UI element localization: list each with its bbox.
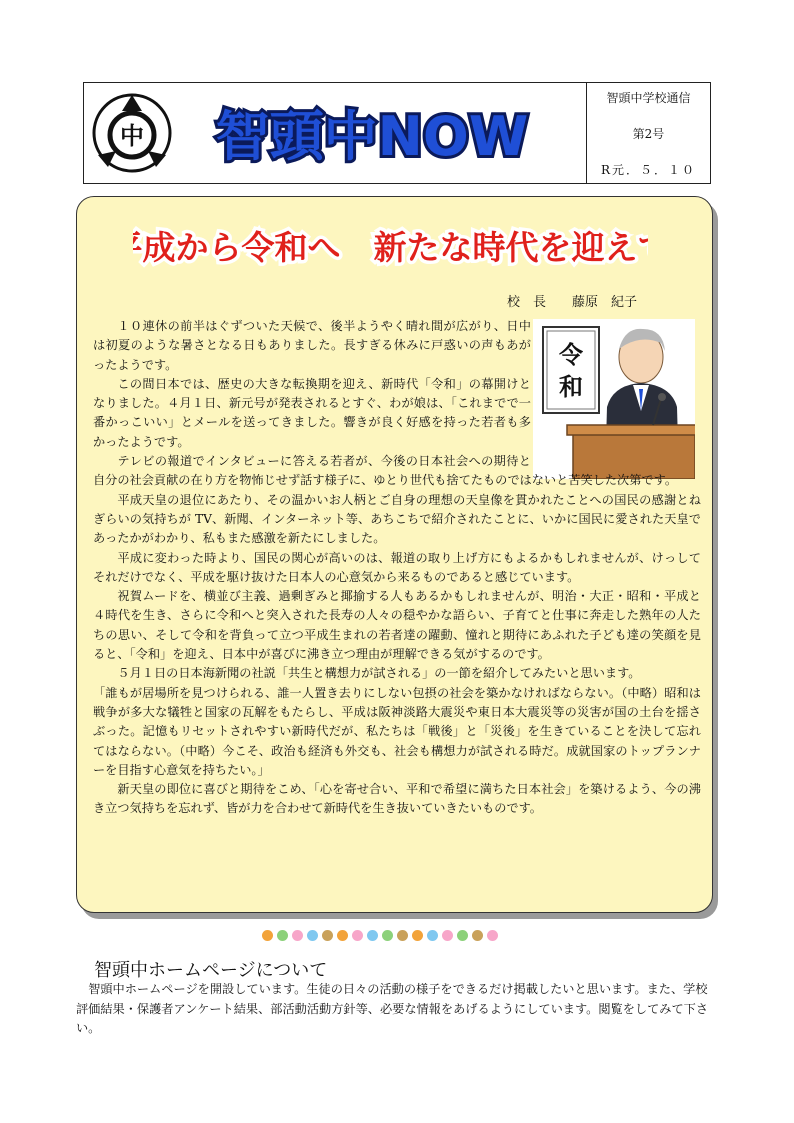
decorative-dot — [412, 930, 423, 941]
emblem-char: 中 — [120, 122, 144, 150]
newsletter-header — [83, 82, 711, 184]
school-newsletter-name: 智頭中学校通信 — [606, 91, 691, 105]
article-headline — [133, 219, 648, 271]
headline-text: 平成から令和へ 新たな時代を迎えて — [133, 228, 648, 267]
sign-char-1: 令 — [559, 340, 583, 369]
article-paragraph: 平成天皇の退位にあたり、その温かいお人柄とご自身の理想の天皇像を貫かれたことへの国民の感謝とねぎらいの気持ちが TV、新聞、インターネット等、あちこちで紹介されたことに、いかに国民に愛された天皇であったかがわかり、私もまた感激を新たにしました。 — [93, 492, 701, 546]
homepage-section-body — [76, 980, 716, 1039]
decorative-dot — [322, 930, 333, 941]
issue-date: R元．５．１０ — [600, 163, 697, 177]
issue-info — [586, 83, 710, 183]
decorative-dot — [367, 930, 378, 941]
decorative-dot — [487, 930, 498, 941]
decorative-dot — [382, 930, 393, 941]
article-body — [93, 317, 701, 819]
article-paragraph: テレビの報道でインタビューに答える若者が、今後の日本社会への期待と自分の社会貢献の在り方を物怖じせず話す様子に、ゆとり世代も捨てたものではないと苦笑した次第です。 — [93, 454, 678, 488]
newsletter-title — [200, 97, 545, 169]
decorative-dot — [292, 930, 303, 941]
decorative-dot — [277, 930, 288, 941]
decorative-dot — [397, 930, 408, 941]
homepage-text: 智頭中ホームページを開設しています。生徒の日々の活動の様子をできるだけ掲載したいと思います。また、学校評価結果・保護者アンケート結果、部活動活動方針等、必要な情報をあげるようにしています。閲覧をしてみて下さい。 — [76, 982, 709, 1035]
school-emblem-icon — [90, 91, 174, 175]
article-paragraph: １０連休の前半はぐずついた天候で、後半ようやく晴れ間が広がり、日中は初夏のような暑さとなる日もありました。長すぎる休みに戸惑いの声もあがったようです。 — [93, 319, 531, 372]
article-paragraph: この間日本では、歴史の大きな転換期を迎え、新時代「令和」の幕開けとなりました。４月１日、新元号が発表されるとすぐ、わが娘は、「これまでで一番かっこいい」とメールを送ってきました。響きが良く好感を持った若者も多かったようです。 — [93, 376, 531, 449]
author-byline: 校 長 藤原 紀子 — [507, 295, 638, 310]
article-paragraph: 平成に変わった時より、国民の関心が高いのは、報道の取り上げ方にもよるかもしれませんが、けっしてそれだけでなく、平成を駆け抜けた日本人の心意気から来るものであると感じています。 — [93, 550, 701, 584]
decorative-dot — [262, 930, 273, 941]
decorative-dot — [352, 930, 363, 941]
decorative-dot — [427, 930, 438, 941]
article-panel — [76, 196, 713, 913]
decorative-dot — [442, 930, 453, 941]
article-paragraph: 新天皇の即位に喜びと期待をこめ、「心を寄せ合い、平和で希望に満ちた日本社会」を築けるよう、今の沸き立つ気持ちを忘れず、皆が力を合わせて新時代を生き抜いていきたいものです。 — [93, 782, 701, 816]
homepage-section-title: 智頭中ホームページについて — [94, 960, 328, 981]
decorative-dot — [472, 930, 483, 941]
article-paragraph: 祝賀ムードを、横並び主義、過剰ぎみと揶揄する人もあるかもしれませんが、明治・大正・昭和・平成と４時代を生き、さらに令和へと突入された長寿の人々の穏やかな語らい、子育てと仕事に奔走した熟年の人たちの思い、そして令和を背負って立つ平成生まれの若者達の躍動、憧れと期待にあふれた子ども達の笑顔を見ると、「令和」を迎え、日本中が喜びに沸き立つ理由が理解できる気がするのです。 — [93, 589, 701, 662]
title-text: 智頭中NOW — [215, 105, 529, 168]
article-paragraph: ５月１日の日本海新聞の社説「共生と構想力が試される」の一節を紹介してみたいと思います。 — [117, 666, 641, 681]
decorative-dots — [262, 930, 498, 944]
decorative-dot — [337, 930, 348, 941]
decorative-dot — [457, 930, 468, 941]
issue-number: 第2号 — [632, 127, 665, 141]
sign-char-2: 和 — [559, 372, 583, 401]
newspaper-quote: 「誰もが居場所を見つけられる、誰一人置き去りにしない包摂の社会を築かなければならない。（中略）昭和は戦争が多大な犠牲と国家の瓦解をもたらし、平成は阪神淡路大震災や東日本大震災等の災害が国の土台を揺さぶった。記憶もリセットされやすい新時代だが、私たちは「戦後」と「災後」を生きていることを決して忘れてはならない。（中略）今こそ、政治も経済も外交も、社会も構想力が試される時だ。成就国家のトップランナーを目指す心意気を持ちたい。」 — [93, 685, 701, 777]
decorative-dot — [307, 930, 318, 941]
illustration-spacer — [531, 317, 701, 469]
